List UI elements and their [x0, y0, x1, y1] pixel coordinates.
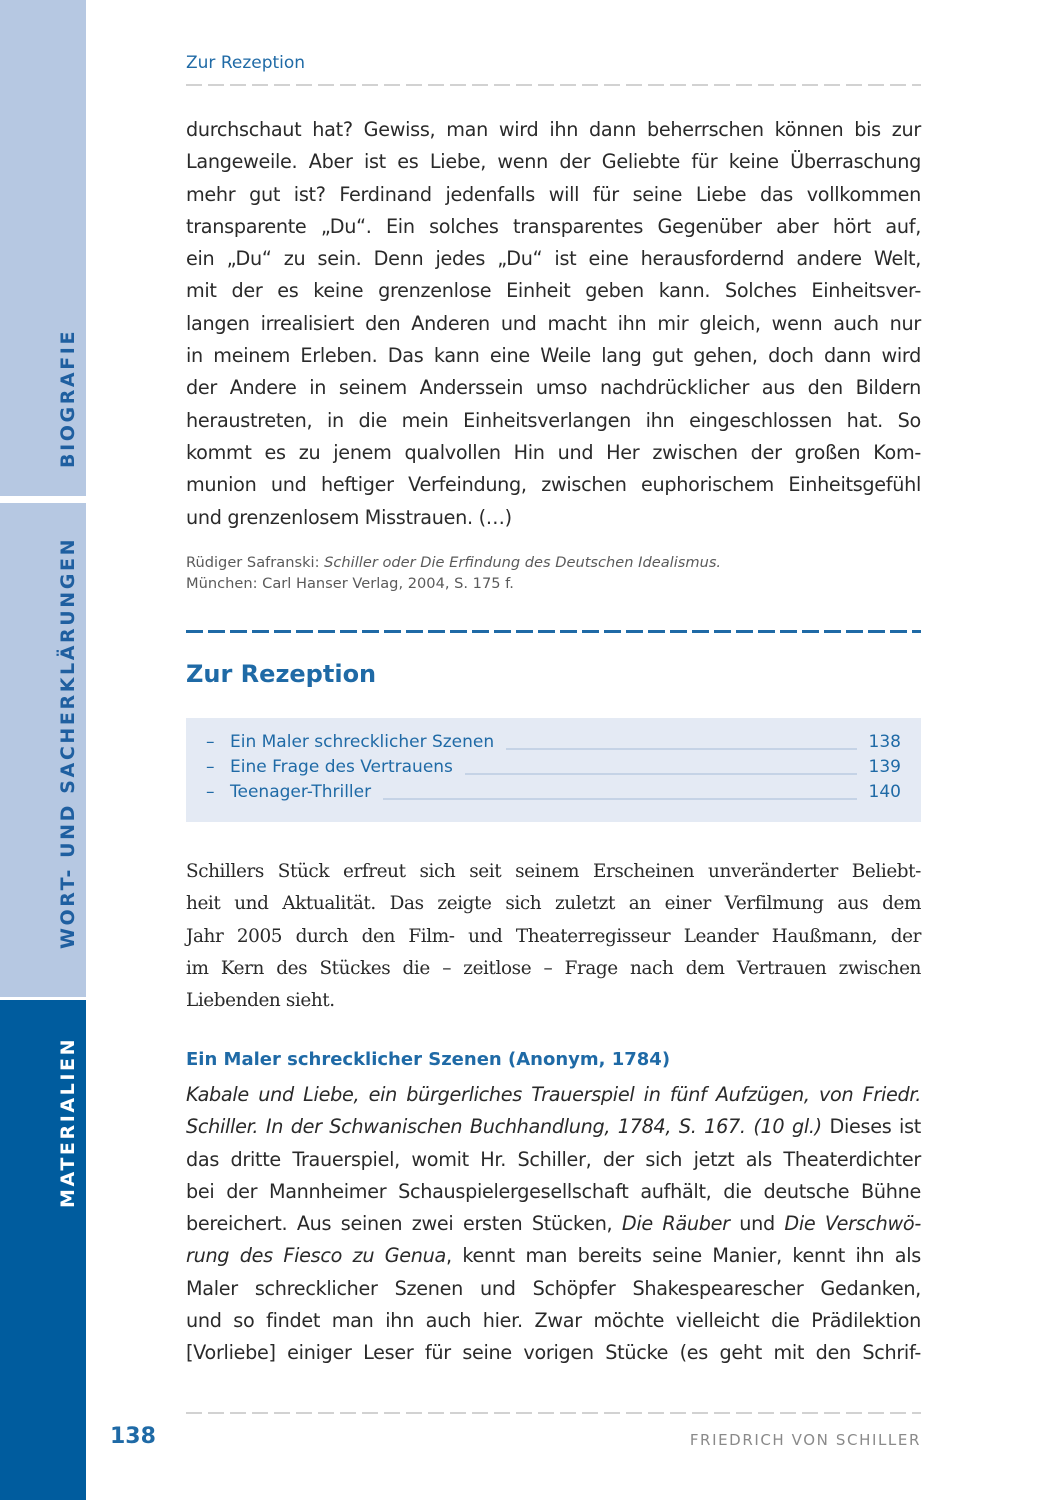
article-line: Maler schrecklicher Szenen und Schöpfer Shakespearescher Gedanken, — [186, 1276, 921, 1300]
toc-item[interactable] — [206, 732, 901, 757]
quote-line: transparente „Du“. Ein solches transparentes Gegenüber aber hört auf, — [186, 214, 921, 238]
toc-page: 138 — [868, 732, 901, 752]
toc-leader — [506, 748, 856, 750]
article-line: und so findet man ihn auch hier. Zwar möchte vielleicht die Prädilektion — [186, 1309, 921, 1333]
toc-dash: – — [206, 732, 215, 752]
toc-item[interactable] — [206, 757, 901, 782]
section-title: Zur Rezeption — [186, 660, 377, 688]
article-italic: Schiller. In der Schwanischen Buchhandlung, 1784, S. 167. (10 gl.) — [186, 1115, 822, 1139]
article-italic: rung des Fiesco zu Genua — [186, 1244, 446, 1268]
intro-line: im Kern des Stückes die – zeitlose – Frage nach dem Vertrauen zwischen — [186, 957, 921, 979]
intro-line: Jahr 2005 durch den Film- und Theaterregisseur Leander Haußmann, der — [186, 925, 921, 947]
section-toc — [186, 718, 921, 822]
citation-publisher: München: Carl Hanser Verlag, 2004, S. 175 f. — [186, 575, 514, 592]
sidebar-tab-wort-und-sacherklaerungen[interactable] — [0, 503, 86, 997]
section-divider — [186, 630, 921, 633]
toc-label: Teenager-Thriller — [230, 782, 372, 802]
article-body — [186, 1079, 921, 1370]
toc-label: Eine Frage des Vertrauens — [230, 757, 453, 777]
quote-line: munion und heftiger Verfeindung, zwischen euphorischem Einheitsgefühl — [186, 473, 921, 497]
article-italic: Die Räuber — [621, 1212, 730, 1236]
sidebar-tab-label: WORT- UND SACHERKLÄRUNGEN — [57, 536, 79, 949]
article-line — [186, 1079, 921, 1111]
article-line: [Vorliebe] einiger Leser für seine vorigen Stücke (es geht mit den Schrif- — [186, 1341, 921, 1365]
article-text: und — [729, 1212, 785, 1236]
sidebar-tab-label: MATERIALIEN — [57, 1036, 79, 1208]
article-line — [186, 1111, 921, 1143]
quote-line: Langeweile. Aber ist es Liebe, wenn der Geliebte für keine Überraschung — [186, 150, 921, 174]
article-line: das dritte Trauerspiel, womit Hr. Schiller, der sich jetzt als Theaterdichter — [186, 1147, 921, 1171]
running-head: Zur Rezeption — [186, 53, 306, 73]
article-italic: Kabale und Liebe, ein bürgerliches Trauerspiel in fünf Aufzügen, von Friedr. — [186, 1083, 921, 1106]
toc-page: 139 — [868, 757, 901, 777]
quote-line: heraustreten, in die mein Einheitsverlangen ihn eingeschlossen hat. So — [186, 408, 921, 432]
sidebar-tab-biografie[interactable] — [0, 0, 86, 496]
article-heading: Ein Maler schrecklicher Szenen (Anonym, 1784) — [186, 1049, 671, 1070]
toc-item[interactable] — [206, 782, 901, 807]
intro-line: heit und Aktualität. Das zeigte sich zuletzt an einer Verfilmung aus dem — [186, 893, 921, 915]
sidebar-tab-materialien[interactable] — [0, 1000, 86, 1500]
quote-line: in meinem Erleben. Das kann eine Weile lang gut gehen, doch dann wird — [186, 344, 921, 368]
toc-label: Ein Maler schrecklicher Szenen — [230, 732, 495, 752]
toc-dash: – — [206, 757, 215, 777]
citation-author: Rüdiger Safranski: — [186, 554, 325, 571]
toc-dash: – — [206, 782, 215, 802]
quote-line: und grenzenlosem Misstrauen. (…) — [186, 505, 512, 529]
article-line — [186, 1240, 921, 1272]
quote-line: langen irrealisiert den Anderen und macht ihn mir gleich, wenn auch nur — [186, 311, 921, 335]
quote-line: mit der es keine grenzenlose Einheit geben kann. Solches Einheitsver- — [186, 279, 921, 303]
article-line: bei der Mannheimer Schauspielergesellschaft aufhält, die deutsche Bühne — [186, 1179, 921, 1203]
header-divider — [186, 84, 921, 86]
intro-line: Liebenden sieht. — [186, 990, 335, 1012]
chapter-sidebar — [0, 0, 86, 1500]
quote-citation — [186, 552, 921, 594]
article-text: , kennt man bereits seine Manier, kennt ihn als — [445, 1244, 921, 1268]
footer-divider — [186, 1412, 921, 1414]
citation-title: Schiller oder Die Erfindung des Deutschen Idealismus. — [324, 554, 722, 571]
quote-line: ein „Du“ zu sein. Denn jedes „Du“ ist eine herausfordernd andere Welt, — [186, 247, 921, 271]
article-italic: Die Verschwö- — [784, 1212, 921, 1236]
quote-block — [186, 114, 921, 534]
footer-author: FRIEDRICH VON SCHILLER — [689, 1431, 921, 1449]
page-number: 138 — [110, 1424, 156, 1449]
article-line — [186, 1208, 921, 1240]
quote-line: kommt es zu jenem qualvollen Hin und Her zwischen der großen Kom- — [186, 440, 921, 464]
article-text: Dieses ist — [821, 1115, 921, 1139]
quote-line: mehr gut ist? Ferdinand jedenfalls will für seine Liebe das vollkommen — [186, 182, 921, 206]
sidebar-tab-label: BIOGRAFIE — [57, 328, 79, 468]
quote-line: der Andere in seinem Anderssein umso nachdrücklicher aus den Bildern — [186, 376, 921, 400]
section-intro — [186, 856, 921, 1017]
article-text: bereichert. Aus seinen zwei ersten Stücken, — [186, 1212, 622, 1236]
toc-leader — [465, 773, 857, 775]
toc-page: 140 — [868, 782, 901, 802]
quote-line: durchschaut hat? Gewiss, man wird ihn dann beherrschen können bis zur — [186, 118, 921, 141]
intro-line: Schillers Stück erfreut sich seit seinem Erscheinen unveränderter Beliebt- — [186, 861, 921, 882]
toc-leader — [383, 798, 856, 800]
